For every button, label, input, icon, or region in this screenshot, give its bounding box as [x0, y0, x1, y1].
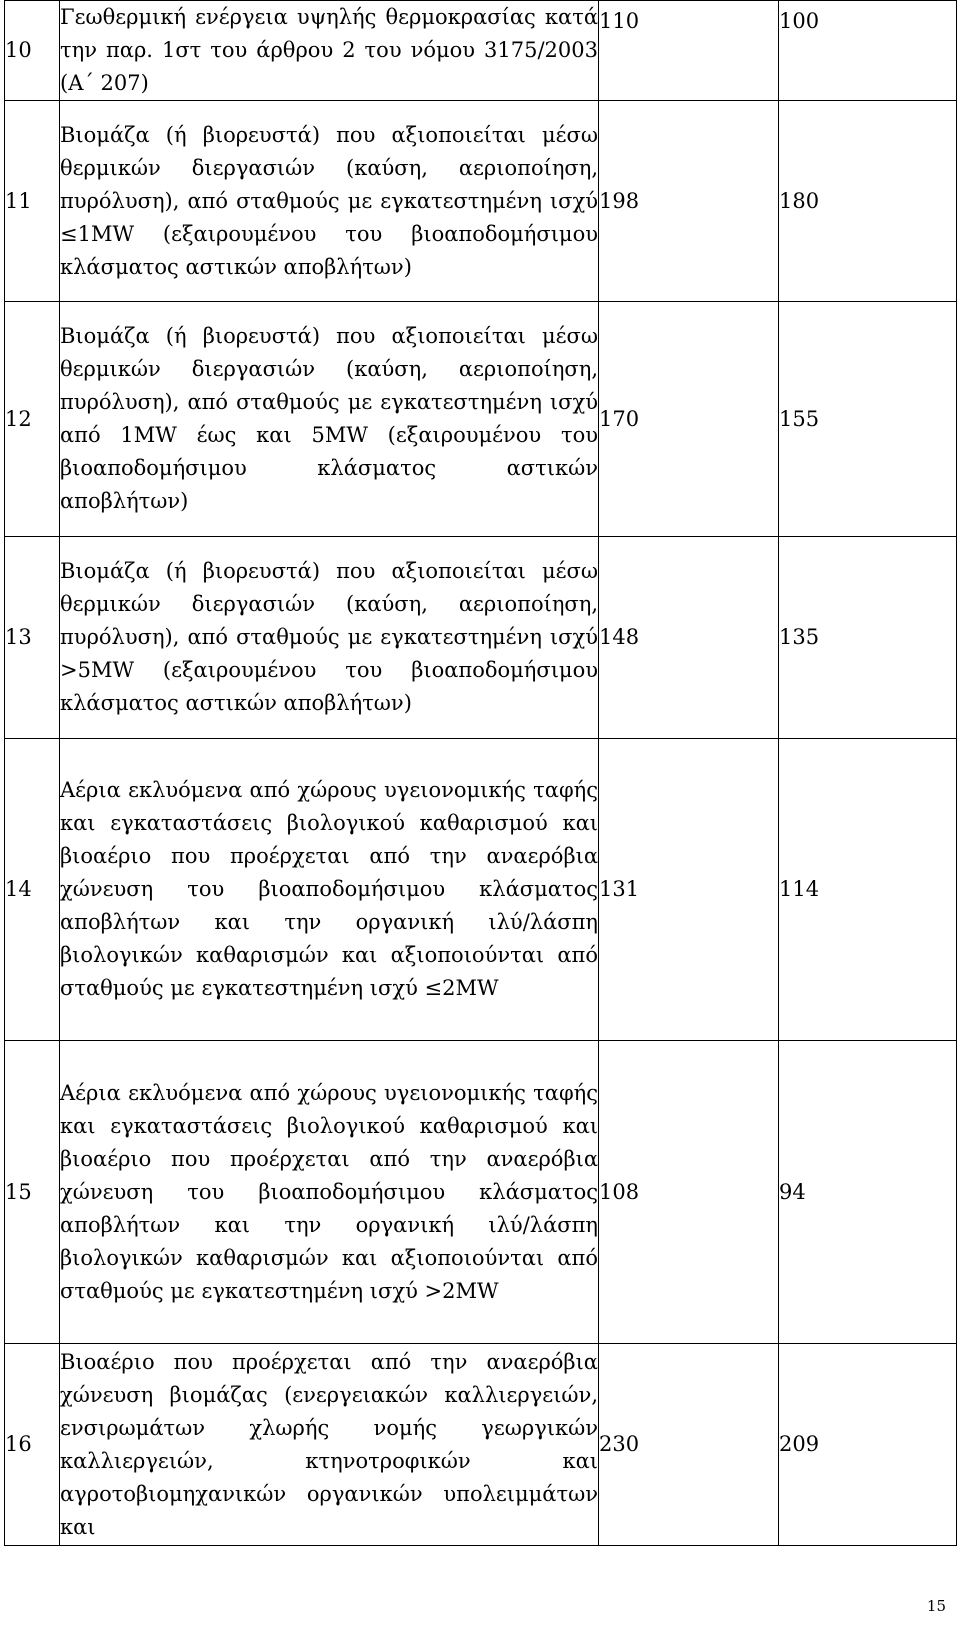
row-number: 12 [5, 302, 60, 537]
row-value-2: 180 [779, 101, 957, 302]
row-description: Γεωθερμική ενέργεια υψηλής θερμοκρασίας κατά την παρ. 1στ του άρθρου 2 του νόμου 3175/2003 (Α΄ 207) [60, 1, 599, 101]
row-number: 11 [5, 101, 60, 302]
row-value-2: 209 [779, 1344, 957, 1546]
row-number: 16 [5, 1344, 60, 1546]
row-value-1: 198 [599, 101, 779, 302]
row-value-2: 135 [779, 537, 957, 739]
row-value-2: 100 [779, 1, 957, 101]
row-description: Βιοαέριο που προέρχεται από την αναερόβια χώνευση βιομάζας (ενεργειακών καλλιεργειών, ενσιρωμάτων χλωρής νομής γεωργικών καλλιεργειών, κτηνοτροφικών και αγροτοβιομηχανικών οργανικών υπολειμμάτων και [60, 1344, 599, 1546]
table-row [5, 537, 957, 739]
table-row [5, 302, 957, 537]
row-number: 13 [5, 537, 60, 739]
row-value-1: 131 [599, 739, 779, 1041]
row-number: 14 [5, 739, 60, 1041]
table-row [5, 1041, 957, 1344]
row-value-1: 170 [599, 302, 779, 537]
row-description: Βιομάζα (ή βιορευστά) που αξιοποιείται μέσω θερμικών διεργασιών (καύση, αεριοποίηση, πυρόλυση), από σταθμούς με εγκατεστημένη ισχύ ≤1MW (εξαιρουμένου του βιοαποδομήσιμου κλάσματος αστικών αποβλήτων) [60, 101, 599, 302]
row-number: 10 [5, 1, 60, 101]
row-value-1: 110 [599, 1, 779, 101]
table-row [5, 1, 957, 101]
row-value-2: 114 [779, 739, 957, 1041]
page-number: 15 [926, 1597, 946, 1615]
tariff-table [4, 0, 957, 1546]
row-value-2: 94 [779, 1041, 957, 1344]
row-number: 15 [5, 1041, 60, 1344]
row-description: Βιομάζα (ή βιορευστά) που αξιοποιείται μέσω θερμικών διεργασιών (καύση, αεριοποίηση, πυρόλυση), από σταθμούς με εγκατεστημένη ισχύ >5MW (εξαιρουμένου του βιοαποδομήσιμου κλάσματος αστικών αποβλήτων) [60, 537, 599, 739]
row-description: Αέρια εκλυόμενα από χώρους υγειονομικής ταφής και εγκαταστάσεις βιολογικού καθαρισμού και βιοαέριο που προέρχεται από την αναερόβια χώνευση του βιοαποδομήσιμου κλάσματος αποβλήτων και την οργανική ιλύ/λάσπη βιολογικών καθαρισμών και αξιοποιούνται από σταθμούς με εγκατεστημένη ισχύ ≤2MW [60, 739, 599, 1041]
table-row [5, 739, 957, 1041]
table-row [5, 1344, 957, 1546]
row-value-1: 230 [599, 1344, 779, 1546]
row-value-1: 148 [599, 537, 779, 739]
row-value-2: 155 [779, 302, 957, 537]
row-value-1: 108 [599, 1041, 779, 1344]
row-description: Βιομάζα (ή βιορευστά) που αξιοποιείται μέσω θερμικών διεργασιών (καύση, αεριοποίηση, πυρόλυση), από σταθμούς με εγκατεστημένη ισχύ από 1MW έως και 5MW (εξαιρουμένου του βιοαποδομήσιμου κλάσματος αστικών αποβλήτων) [60, 302, 599, 537]
row-description: Αέρια εκλυόμενα από χώρους υγειονομικής ταφής και εγκαταστάσεις βιολογικού καθαρισμού και βιοαέριο που προέρχεται από την αναερόβια χώνευση του βιοαποδομήσιμου κλάσματος αποβλήτων και την οργανική ιλύ/λάσπη βιολογικών καθαρισμών και αξιοποιούνται από σταθμούς με εγκατεστημένη ισχύ >2MW [60, 1041, 599, 1344]
table-row [5, 101, 957, 302]
